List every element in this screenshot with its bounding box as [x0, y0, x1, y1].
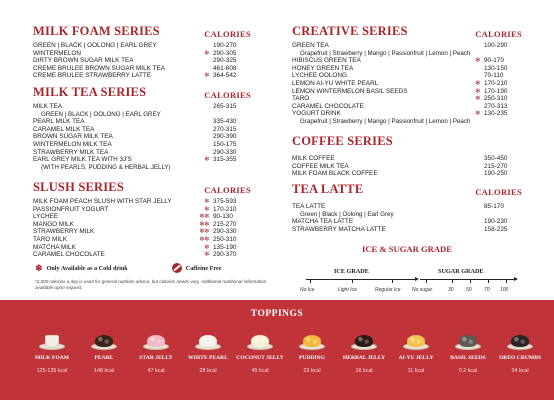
sugar-tick [470, 279, 471, 283]
menu-item [33, 72, 251, 80]
menu-item [33, 236, 251, 244]
milk-foam-items [33, 42, 251, 80]
sugar-tick [506, 279, 507, 283]
menu-item [33, 149, 251, 157]
topping-food-icon [303, 335, 321, 347]
menu-item [292, 155, 522, 163]
item-calories: 461-608 [213, 64, 237, 72]
menu-item [33, 65, 251, 73]
cold-only-icon: ❄ [204, 205, 209, 213]
item-calories: 350-450 [484, 155, 508, 162]
item-name: MATCHA TEA LATTE [292, 218, 354, 226]
item-calories: 190-250 [484, 170, 508, 178]
menu-item [33, 221, 251, 229]
topping-image [351, 328, 377, 350]
topping-food-icon [407, 335, 425, 347]
item-name: MATCHA MILK [33, 243, 76, 251]
cold-only-icon: ❄❄ [199, 228, 209, 236]
menu-item [33, 206, 251, 214]
ice-tick [392, 279, 393, 283]
tea-latte-section [292, 182, 522, 233]
item-calories: 130-150 [484, 64, 508, 72]
topping-item [284, 328, 340, 374]
item-name: PEARL MILK TEA [33, 118, 85, 126]
topping-image [39, 328, 65, 350]
legend-caffeine-label: Caffeine Free [185, 264, 222, 272]
item-name: HONEY GREEN TEA [292, 64, 354, 72]
item-name: GREEN | BLACK | OOLONG | EARL GREY [33, 42, 157, 49]
coffee-section [292, 134, 522, 178]
milk-foam-section [33, 24, 251, 80]
slush-title: SLUSH SERIES [33, 180, 124, 194]
menu-item [292, 203, 522, 211]
item-name: HIBISCUS GREEN TEA [292, 57, 361, 65]
ice-scale-line [306, 279, 416, 280]
item-calories: 158-225 [484, 225, 508, 233]
item-calories: 315-355 [213, 156, 237, 164]
cold-only-icon: ❄❄ [199, 235, 209, 243]
topping-name: BASIL SEEDS [450, 355, 486, 361]
menu-item [292, 170, 522, 178]
sugar-tick [426, 279, 427, 283]
item-name: MILK COFFEE [292, 155, 335, 162]
item-name: PASSIONFRUIT YOGURT [33, 205, 109, 213]
item-name: EARL GREY MILK TEA WITH 3J'S [33, 156, 132, 164]
item-name: MILK FOAM PEACH SLUSH WITH STAR JELLY [33, 198, 172, 205]
item-name: TEA LATTE [292, 203, 326, 210]
ice-level: Regular Ice [375, 287, 401, 293]
creative-section [292, 24, 522, 126]
ice-tick [310, 279, 311, 283]
item-name: LEMON WINTERMELON BASIL SEEDS [292, 87, 408, 95]
item-name: MILK TEA [33, 103, 63, 110]
topping-food-icon [251, 335, 269, 347]
sugar-level: 50 [466, 287, 472, 293]
milk-foam-title: MILK FOAM SERIES [33, 24, 160, 38]
item-name: STRAWBERRY MATCHA LATTE [292, 225, 386, 233]
topping-calories: 28 kcal [199, 368, 217, 374]
slush-section [33, 180, 251, 259]
topping-image [507, 328, 533, 350]
menu-item [33, 251, 251, 259]
item-calories: 364-542 [213, 72, 237, 80]
menu-item [33, 133, 251, 141]
item-calories: 215-270 [213, 220, 237, 228]
item-variants: Green | Black | Oolong | Earl Grey [300, 210, 394, 218]
tea-latte-items [292, 203, 522, 233]
ice-level: Light Ice [338, 287, 357, 293]
item-calories: 335-430 [213, 118, 237, 126]
cold-only-icon: ❄ [475, 57, 480, 65]
topping-food-icon [355, 335, 373, 347]
topping-image [403, 328, 429, 350]
topping-name: STAR JELLY [139, 355, 173, 361]
menu-item [292, 226, 522, 234]
item-name: DIRTY BROWN SUGAR MILK TEA [33, 57, 134, 65]
item-calories: 100-290 [484, 42, 508, 49]
topping-calories: 148 kcal [93, 368, 115, 374]
item-calories: 135-190 [213, 243, 237, 251]
item-name: WINTERMELON MILK TEA [33, 140, 112, 148]
item-name: CARAMEL MILK TEA [33, 125, 95, 133]
item-calories: 270-315 [213, 125, 237, 133]
topping-item [76, 328, 132, 374]
item-note: (WITH PEARLS, PUDDING & HERBAL JELLY) [41, 163, 171, 171]
item-calories: 150-175 [213, 140, 237, 148]
item-calories: 250-310 [484, 95, 508, 103]
item-name: TARO MILK [33, 235, 67, 243]
item-name: STRAWBERRY MILK [33, 228, 95, 236]
cold-only-icon: ❄ [475, 95, 480, 103]
topping-name: MILK FOAM [34, 355, 70, 361]
toppings-title: TOPPINGS [250, 309, 304, 319]
ice-arrow-icon [415, 277, 419, 281]
topping-calories: 11 kcal [407, 368, 425, 374]
menu-item [33, 141, 251, 149]
topping-item [336, 328, 392, 374]
menu-item [292, 88, 522, 96]
cold-only-icon: ❄ [204, 72, 209, 80]
cold-only-icon: ❄ [475, 79, 480, 87]
item-calories: 170-190 [484, 87, 508, 95]
menu-item [292, 163, 522, 171]
sugar-scale-line [420, 279, 516, 280]
menu-item [33, 118, 251, 126]
topping-image [455, 328, 481, 350]
cold-only-icon: ❄ [204, 243, 209, 251]
topping-item [388, 328, 444, 374]
topping-item [128, 328, 184, 374]
topping-item [440, 328, 496, 374]
ice-level: No Ice [300, 287, 315, 293]
item-name: WINTERMELON [33, 49, 81, 57]
topping-name: WHITE PEARL [188, 355, 228, 361]
menu-item [33, 42, 251, 50]
nutrition-note: *2,000 calories a day is used for general nutrition advice, but calories needs vary. Additional nutritional information available upon request. [35, 279, 267, 290]
item-name: TARO [292, 95, 310, 103]
topping-name: PEARL [94, 355, 114, 361]
sugar-tick [488, 279, 489, 283]
menu-item [292, 218, 522, 226]
topping-food-icon [45, 335, 59, 348]
item-calories: 290-370 [213, 251, 237, 259]
menu-item [292, 42, 522, 50]
topping-calories: 45 kcal [251, 368, 269, 374]
item-calories: 90-130 [213, 213, 233, 221]
sugar-grade-label: SUGAR GRADE [438, 268, 484, 275]
item-name: CREME BRULEE STRAWBERRY LATTE [33, 72, 152, 80]
slush-items [33, 198, 251, 259]
item-name: LYCHEE [33, 213, 59, 221]
topping-image [299, 328, 325, 350]
grade-scales [292, 254, 522, 302]
item-calories: 290-330 [213, 228, 237, 236]
item-name: STRAWBERRY MILK TEA [33, 148, 109, 156]
ice-sugar-grade [292, 244, 522, 302]
menu-item [292, 80, 522, 88]
topping-food-icon [199, 335, 217, 347]
sugar-level: 30 [448, 287, 454, 293]
item-calories: 375-593 [213, 198, 237, 205]
coffee-title: COFFEE SERIES [292, 134, 393, 148]
menu-item [33, 156, 251, 164]
sugar-arrow-icon [514, 277, 518, 281]
cold-only-icon: ❄ [204, 251, 209, 259]
item-name: CREME BRULEE BROWN SUGAR MILK TEA [33, 64, 165, 72]
menu-item [33, 228, 251, 236]
item-calories: 70-110 [484, 72, 504, 80]
grade-title: ICE & SUGAR GRADE [361, 244, 452, 254]
calories-header: CALORIES [204, 29, 251, 39]
topping-food-icon [147, 335, 165, 347]
topping-name: OREO CRUMBS [498, 355, 542, 361]
topping-calories: 125-135 kcal [36, 368, 68, 374]
topping-name: COCONUT JELLY [236, 355, 284, 361]
topping-item [24, 328, 80, 374]
item-name: LYCHEE OOLONG [292, 72, 347, 80]
tea-latte-title: TEA LATTE [292, 182, 364, 196]
menu-item [33, 50, 251, 58]
topping-calories: 23 kcal [303, 368, 321, 374]
item-calories: 190-270 [213, 42, 237, 49]
topping-name: HERBAL JELLY [342, 355, 386, 361]
item-calories: 190-230 [484, 218, 508, 226]
item-calories: 290-390 [213, 133, 237, 141]
item-name: CARAMEL CHOCOLATE [33, 251, 105, 259]
sugar-tick [452, 279, 453, 283]
legend-cold [35, 264, 128, 273]
sugar-level: 100 [500, 287, 509, 293]
creative-title: CREATIVE SERIES [292, 24, 408, 38]
menu-item [292, 95, 522, 103]
topping-name: PUDDING [298, 355, 326, 361]
item-calories: 270-313 [484, 102, 508, 110]
calories-header: CALORIES [204, 185, 251, 195]
menu-item [33, 198, 251, 206]
topping-calories: 0.2 kcal [458, 368, 478, 374]
calories-header: CALORIES [475, 29, 522, 39]
sugar-level: 70 [484, 287, 490, 293]
milk-tea-title: MILK TEA SERIES [33, 85, 147, 99]
item-calories: 90-170 [484, 57, 504, 65]
snowflake-icon: ❄ [35, 262, 43, 273]
item-name: MILK FOAM BLACK COFFEE [292, 170, 378, 178]
cold-only-icon: ❄❄ [199, 213, 209, 221]
cold-only-icon: ❄ [475, 110, 480, 118]
calories-header: CALORIES [204, 90, 251, 100]
topping-image [195, 328, 221, 350]
legend-caffeine [172, 263, 222, 273]
milk-tea-section [33, 85, 251, 171]
menu-item [33, 103, 251, 111]
item-name: YOGURT DRINK [292, 110, 341, 118]
topping-image [91, 328, 117, 350]
item-calories: 85-170 [484, 203, 504, 210]
caffeine-free-icon [172, 263, 182, 273]
menu-item [33, 213, 251, 221]
item-calories: 170-210 [484, 79, 508, 87]
menu-item [33, 126, 251, 134]
topping-calories: 16 kcal [355, 368, 373, 374]
sugar-level: No sugar [412, 287, 433, 293]
menu-item [292, 57, 522, 65]
ice-grade-label: ICE GRADE [334, 268, 369, 275]
ice-tick [352, 279, 353, 283]
item-variants: GREEN | BLACK | OOLONG | EARL GREY [41, 110, 161, 118]
menu-item [292, 65, 522, 73]
item-name: CARAMEL CHOCOLATE [292, 102, 364, 110]
menu-item [292, 110, 522, 118]
item-calories: 290-330 [213, 148, 237, 156]
topping-name: AI-YU JELLY [398, 355, 434, 361]
topping-image [247, 328, 273, 350]
item-flavors: Grapefruit | Strawberry | Mango | Passionfruit | Lemon | Peach [300, 49, 471, 57]
item-calories: 290-305 [213, 49, 237, 57]
topping-image [143, 328, 169, 350]
item-calories: 265-315 [213, 103, 237, 110]
topping-item [180, 328, 236, 374]
item-name: COFFEE MILK TEA [292, 162, 349, 170]
topping-item [232, 328, 288, 374]
item-calories: 170-210 [213, 205, 237, 213]
cold-only-icon: ❄❄ [199, 220, 209, 228]
topping-food-icon [459, 335, 477, 347]
cold-only-icon: ❄ [204, 198, 209, 205]
topping-food-icon [511, 335, 529, 347]
item-flavors: Grapefruit | Strawberry | Mango | Passionfruit | Lemon | Peach [300, 117, 471, 125]
item-calories: 215-270 [484, 162, 508, 170]
item-name: BROWN SUGAR MILK TEA [33, 133, 113, 141]
legend [35, 263, 265, 273]
item-name: LEMON AI-YU WHITE PEARL [292, 79, 379, 87]
cold-only-icon: ❄ [475, 87, 480, 95]
topping-food-icon [95, 335, 113, 347]
item-name: GREEN TEA [292, 42, 329, 49]
cold-only-icon: ❄ [204, 156, 209, 164]
item-name: MANGO MILK [33, 220, 74, 228]
calories-header: CALORIES [475, 187, 522, 197]
cold-only-icon: ❄ [204, 49, 209, 57]
topping-calories: 47 kcal [147, 368, 165, 374]
menu-item [292, 72, 522, 80]
menu-item [33, 244, 251, 252]
menu-item [33, 57, 251, 65]
item-calories: 290-325 [213, 57, 237, 65]
creative-items [292, 42, 522, 126]
item-calories: 250-310 [213, 235, 237, 243]
item-calories: 130-235 [484, 110, 508, 118]
topping-item [492, 328, 548, 374]
legend-cold-label: Only Available as a Cold drink [46, 264, 128, 272]
topping-calories: 34 kcal [511, 368, 529, 374]
coffee-items [292, 155, 522, 178]
milk-tea-items [33, 103, 251, 171]
menu-item [292, 103, 522, 111]
